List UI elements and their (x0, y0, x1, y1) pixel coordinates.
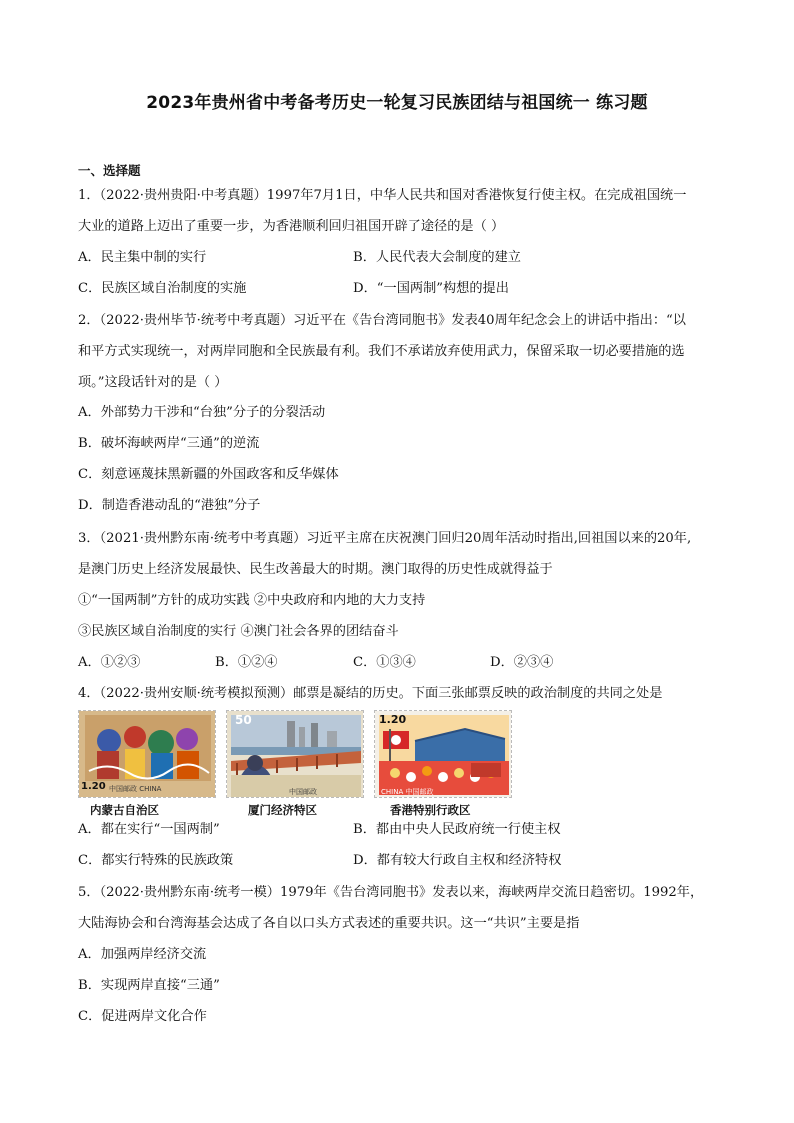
stamp-caption-inner-mongolia: 内蒙古自治区 (90, 803, 159, 817)
q2-option-b: B．破坏海峡两岸“三通”的逆流 (78, 436, 260, 451)
q3-stem-line1: 3．（2021·贵州黔东南·统考中考真题）习近平主席在庆祝澳门回归20周年活动时指出,回祖国以来的20年, (78, 531, 692, 546)
q1-stem-line2: 大业的道路上迈出了重要一步，为香港顺利回归祖国开辟了途径的是（ ） (78, 219, 505, 234)
q2-option-d: D．制造香港动乱的“港独”分子 (78, 498, 261, 513)
stamp-inner-mongolia (78, 710, 216, 798)
q2-stem-line3: 项。”这段话针对的是（ ） (78, 375, 228, 390)
q4-option-b: B．都由中央人民政府统一行使主权 (353, 822, 561, 837)
q5-stem-line1: 5．（2022·贵州黔东南·统考一模）1979年《告台湾同胞书》发表以来，海峡两岸交流日趋密切。1992年， (78, 885, 704, 900)
q5-option-b: B．实现两岸直接“三通” (78, 978, 220, 993)
q2-option-c: C．刻意诬蔑抹黑新疆的外国政客和反华媒体 (78, 467, 339, 482)
q2-option-a: A．外部势力干涉和“台独”分子的分裂活动 (78, 405, 326, 420)
stamp-figure (78, 710, 518, 818)
q3-statement-line2: ③民族区域自治制度的实行 ④澳门社会各界的团结奋斗 (78, 624, 399, 639)
stamp-caption-xiamen: 厦门经济特区 (248, 803, 317, 817)
q4-option-d: D．都有较大行政自主权和经济特权 (353, 853, 562, 868)
stamp-value: 1.20 (379, 713, 407, 726)
stamp-country: 中国邮政 (289, 788, 317, 796)
q3-option-d: D．②③④ (490, 655, 554, 670)
q3-option-b: B．①②④ (215, 655, 278, 670)
q4-stem-line1: 4．（2022·贵州安顺·统考模拟预测）邮票是凝结的历史。下面三张邮票反映的政治制度的共同之处是 (78, 686, 663, 701)
q1-option-a: A．民主集中制的实行 (78, 250, 207, 265)
q1-stem-line1: 1．（2022·贵州贵阳·中考真题）1997年7月1日，中华人民共和国对香港恢复行使主权。在完成祖国统一 (78, 188, 687, 203)
q1-option-d: D．“一国两制”构想的提出 (353, 281, 509, 296)
q3-option-a: A．①②③ (78, 655, 141, 670)
page-title: 2023年贵州省中考备考历史一轮复习民族团结与祖国统一 练习题 (146, 93, 648, 113)
q5-option-a: A．加强两岸经济交流 (78, 947, 207, 962)
q3-statement-line1: ①“一国两制”方针的成功实践 ②中央政府和内地的大力支持 (78, 593, 426, 608)
q5-option-c: C．促进两岸文化合作 (78, 1009, 207, 1024)
q2-stem-line2: 和平方式实现统一，对两岸同胞和全民族最有利。我们不承诺放弃使用武力，保留采取一切必要措施的选 (78, 344, 685, 359)
stamp-hong-kong (374, 710, 512, 798)
q2-stem-line1: 2．（2022·贵州毕节·统考中考真题）习近平在《告台湾同胞书》发表40周年纪念会上的讲话中指出：“以 (78, 313, 686, 328)
q1-option-c: C．民族区域自治制度的实施 (78, 281, 247, 296)
stamp-country: CHINA 中国邮政 (381, 788, 434, 796)
q5-stem-line2: 大陆海协会和台湾海基会达成了各自以口头方式表述的重要共识。这一“共识”主要是指 (78, 916, 580, 931)
stamp-caption-hong-kong: 香港特别行政区 (390, 803, 471, 817)
q1-option-b: B．人民代表大会制度的建立 (353, 250, 521, 265)
stamp-xiamen (226, 710, 364, 798)
q3-stem-line2: 是澳门历史上经济发展最快、民生改善最大的时期。澳门取得的历史性成就得益于 (78, 562, 553, 577)
q3-option-c: C．①③④ (353, 655, 416, 670)
section-heading: 一、选择题 (78, 163, 141, 178)
q4-option-c: C．都实行特殊的民族政策 (78, 853, 234, 868)
stamp-value: 50 (235, 713, 252, 727)
stamp-value: 1.20 (81, 781, 106, 792)
stamp-country: 中国邮政 CHINA (109, 785, 162, 793)
q4-option-a: A．都在实行“一国两制” (78, 822, 220, 837)
